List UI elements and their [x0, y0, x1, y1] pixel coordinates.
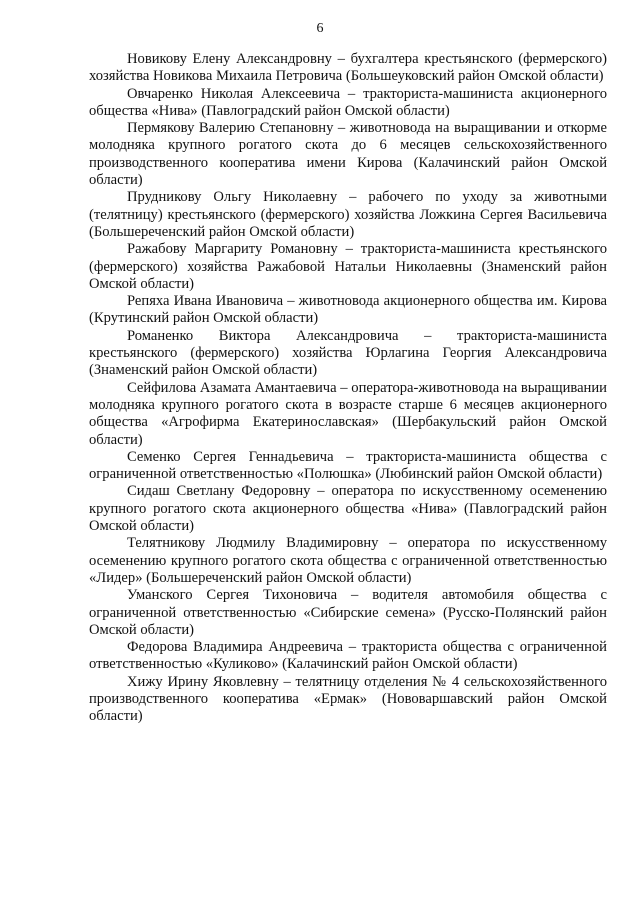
- list-item: Федорова Владимира Андреевича – тракториста общества с ограниченной ответственностью «Куликово» (Калачинский район Омской области): [89, 639, 607, 673]
- list-item: Сейфилова Азамата Амантаевича – оператора-животновода на выращивании молодняка крупного рогатого скота в возрасте старше 6 месяцев акционерного общества «Агрофирма Екатеринославская» (Шербакульский район Омской области): [89, 379, 607, 448]
- list-item: Семенко Сергея Геннадьевича – тракториста-машиниста общества с ограниченной ответственностью «Полюшка» (Любинский район Омской области): [89, 448, 607, 483]
- list-item: Новикову Елену Александровну – бухгалтера крестьянского (фермерского) хозяйства Новикова Михаила Петровича (Большеуковский район Омской области): [89, 51, 607, 85]
- list-item: Репяха Ивана Ивановича – животновода акционерного общества им. Кирова (Крутинский район Омской области): [89, 293, 607, 327]
- award-list: [89, 51, 607, 726]
- list-item: Телятникову Людмилу Владимировну – оператора по искусственному осеменению крупного рогатого скота общества с ограниченной ответственностью «Лидер» (Большереченский район Омской области): [89, 535, 607, 586]
- list-item: Сидаш Светлану Федоровну – оператора по искусственному осеменению крупного рогатого скота акционерного общества «Нива» (Павлоградский район Омской области): [89, 483, 607, 535]
- list-item: Овчаренко Николая Алексеевича – тракториста-машиниста акционерного общества «Нива» (Павлоградский район Омской области): [89, 85, 607, 119]
- list-item: Пермякову Валерию Степановну – животновода на выращивании и откорме молодняка крупного рогатого скота до 6 месяцев сельскохозяйственного производственного кооператива имени Кирова (Калачинский район Омской области): [89, 120, 607, 189]
- list-item: Романенко Виктора Александровича – тракториста-машиниста крестьянского (фермерского) хозяйства Юрлагина Георгия Александровича (Знаменский район Омской области): [89, 327, 607, 379]
- list-item: Уманского Сергея Тихоновича – водителя автомобиля общества с ограниченной ответственностью «Сибирские семена» (Русско-Полянский район Омской области): [89, 587, 607, 638]
- list-item: Ражабову Маргариту Романовну – тракториста-машиниста крестьянского (фермерского) хозяйства Ражабовой Натальи Николаевны (Знаменский район Омской области): [89, 241, 607, 292]
- list-item: Прудникову Ольгу Николаевну – рабочего по уходу за животными (телятницу) крестьянского (фермерского) хозяйства Ложкина Сергея Васильевича (Большереченский район Омской области): [89, 189, 607, 240]
- list-item: Хижу Ирину Яковлевну – телятницу отделения № 4 сельскохозяйственного производственного кооператива «Ермак» (Нововаршавский район Омской области): [89, 673, 607, 725]
- page-number: 6: [316, 21, 324, 36]
